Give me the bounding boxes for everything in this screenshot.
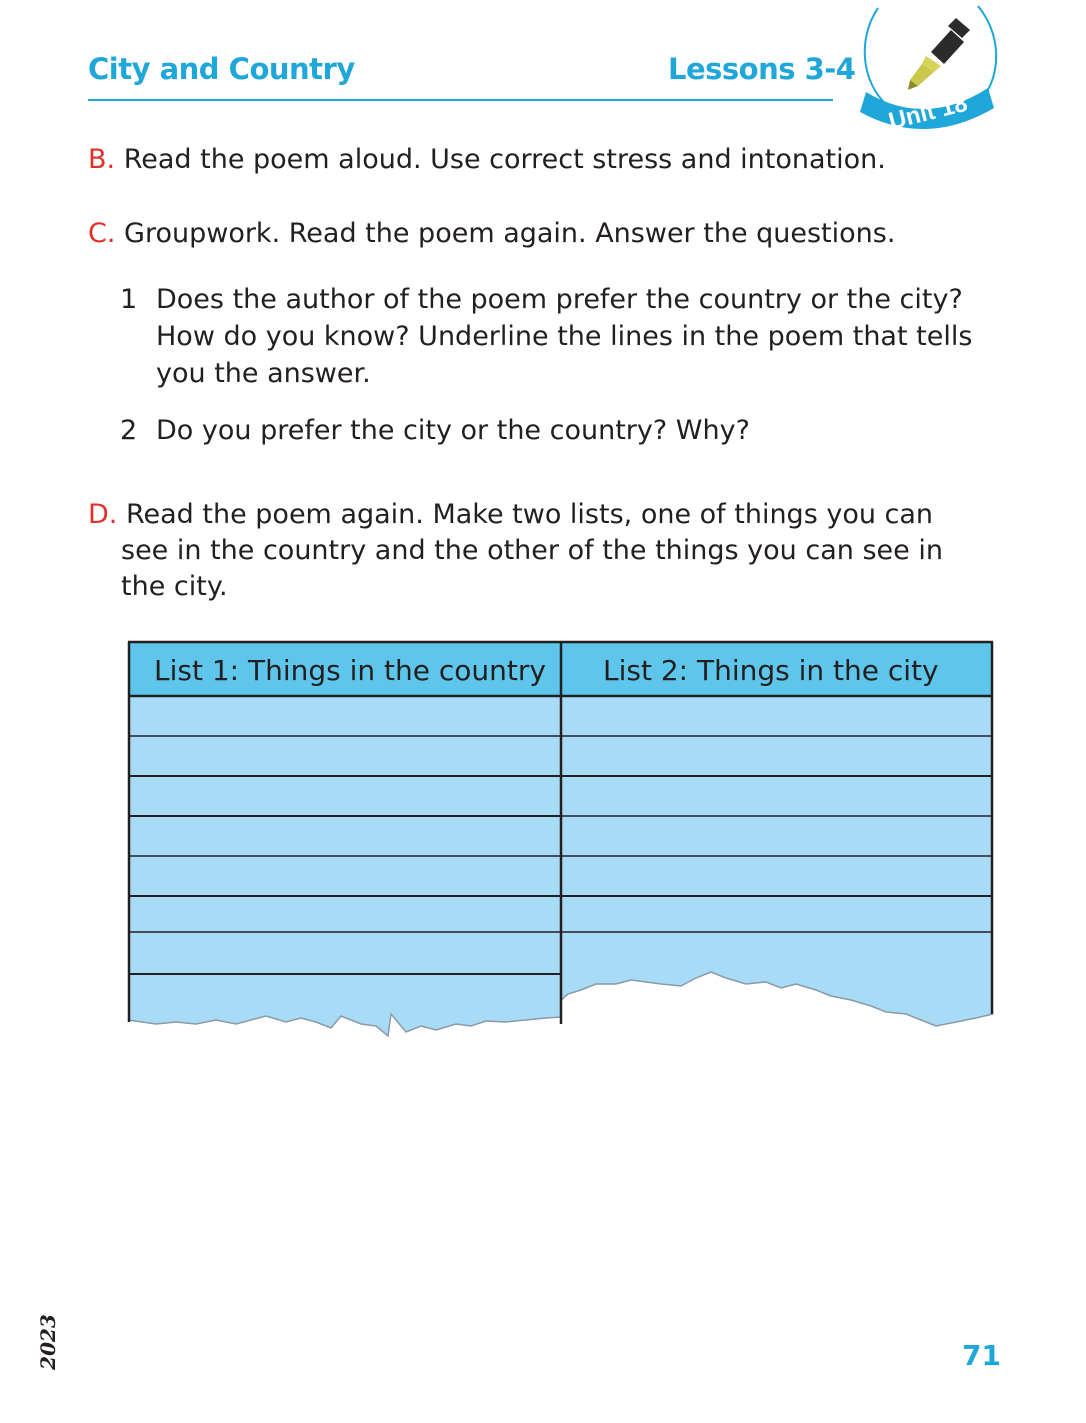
instruction-d-letter: D.	[88, 499, 118, 530]
header-rule	[88, 99, 833, 101]
header-title: City and Country	[88, 52, 355, 86]
year-label: 2023	[35, 1314, 60, 1370]
instruction-d	[88, 497, 988, 605]
question-2-line-1: Do you prefer the city or the country? Why?	[156, 415, 750, 446]
question-1-line-3: you the answer.	[156, 358, 371, 389]
unit-badge-text: Unit 18	[886, 89, 971, 136]
question-2-number: 2	[120, 415, 138, 446]
header-lessons: Lessons 3-4	[668, 52, 856, 86]
question-1-line-2: How do you know? Underline the lines in the poem that tells	[156, 321, 973, 352]
question-1-line-1: Does the author of the poem prefer the country or the city?	[156, 284, 963, 315]
question-1-number: 1	[120, 284, 138, 315]
page-number: 71	[962, 1339, 1001, 1372]
instruction-b-letter: B.	[88, 144, 116, 175]
table-left-column	[128, 696, 561, 1036]
instruction-c-letter: C.	[88, 218, 116, 249]
instruction-b	[88, 142, 886, 178]
table-header-country: List 1: Things in the country	[154, 654, 546, 687]
marker-pen-icon	[908, 18, 970, 90]
lists-table-graphic	[126, 640, 996, 1060]
lists-table	[126, 640, 996, 1060]
unit-badge	[856, 0, 1001, 140]
instruction-b-text: Read the poem aloud. Use correct stress and intonation.	[123, 144, 886, 175]
instruction-d-line-1: Read the poem again. Make two lists, one of things you can	[125, 499, 934, 530]
instruction-c	[88, 216, 895, 252]
instruction-d-line-2: see in the country and the other of the things you can see in	[121, 535, 943, 566]
table-header-city: List 2: Things in the city	[603, 654, 939, 687]
table-right-column	[561, 696, 993, 1026]
instruction-c-text: Groupwork. Read the poem again. Answer the questions.	[124, 218, 896, 249]
instruction-d-line-3: the city.	[121, 571, 228, 602]
